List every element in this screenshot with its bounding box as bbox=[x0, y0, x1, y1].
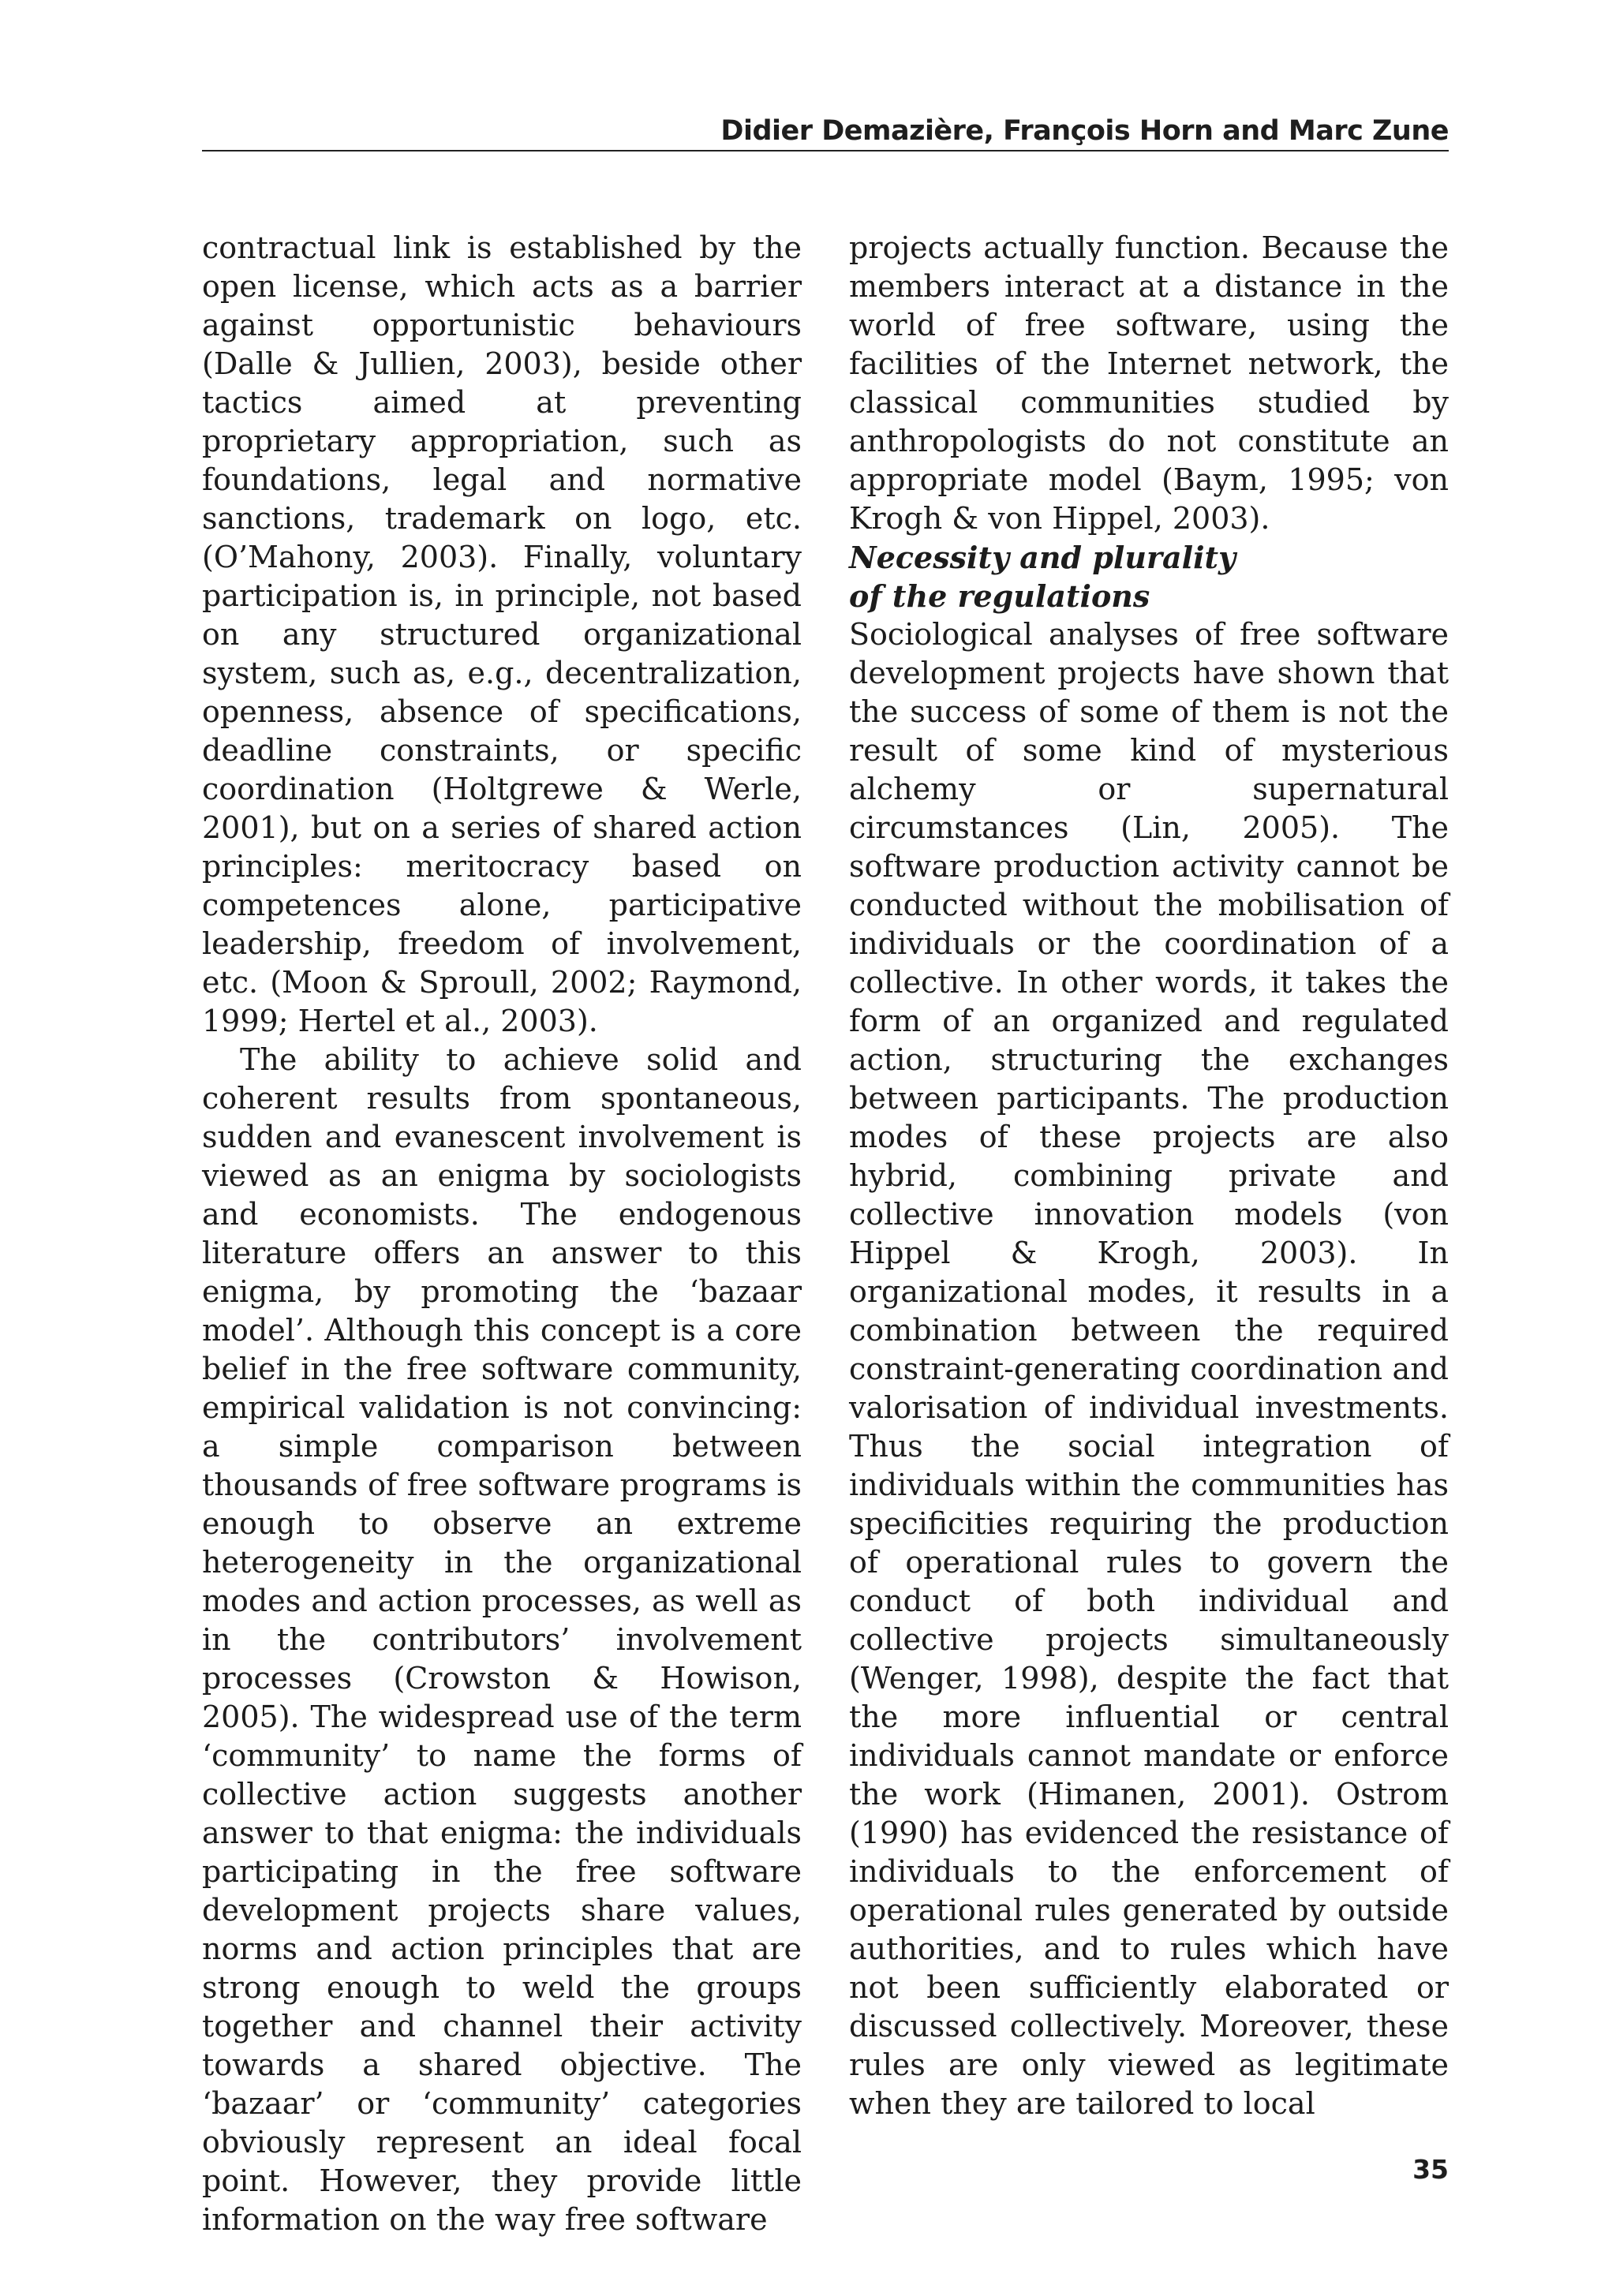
right-column bbox=[849, 229, 1449, 2123]
right-paragraph-2: Sociological analyses of free software development projects have shown that the success of some of them is not the result of some kind of mysterious alchemy or supernatural circumstances (Lin, 2005). The software production activity cannot be conducted without the mobilisation of individuals or the coordination of a collective. In other words, it takes the form of an organized and regulated action, structuring the exchanges between participants. The production modes of these projects are also hybrid, combining private and collective innovation models (von Hippel & Krogh, 2003). In organizational modes, it results in a combination between the required constraint-generating coordination and valorisation of individual investments. Thus the social integration of individuals within the communities has specificities requiring the production of operational rules to govern the conduct of both individual and collective projects simultaneously (Wenger, 1998), despite the fact that the more influential or central individuals cannot mandate or enforce the work (Himanen, 2001). Ostrom (1990) has evidenced the resistance of individuals to the enforcement of operational rules generated by outside authorities, and to rules which have not been sufficiently elaborated or discussed collectively. Moreover, these rules are only viewed as legitimate when they are tailored to local bbox=[849, 617, 1449, 2121]
left-paragraph-2: The ability to achieve solid and coherent results from spontaneous, sudden and evanescent involvement is viewed as an enigma by sociologists and economists. The endogenous literature offers an answer to this enigma, by promoting the ‘bazaar model’. Although this concept is a core belief in the free software community, empirical validation is not convincing: a simple comparison between thousands of free software programs is enough to observe an extreme heterogeneity in the organizational modes and action processes, as well as in the contributors’ involvement processes (Crowston & Howison, 2005). The widespread use of the term ‘community’ to name the forms of collective action suggests another answer to that enigma: the individuals participating in the free software development projects share values, norms and action principles that are strong enough to weld the groups together and channel their activity towards a shared objective. The ‘bazaar’ or ‘community’ categories obviously represent an ideal focal point. However, they provide little information on the way free software bbox=[202, 1042, 802, 2237]
section-heading-line-1: Necessity and plurality bbox=[849, 540, 1236, 575]
page-number: 35 bbox=[1412, 2154, 1449, 2185]
right-paragraph-1: projects actually function. Because the members interact at a distance in the world of free software, using the facilities of the Internet network, the classical communities studied by anthropologists do not constitute an appropriate model (Baym, 1995; von Krogh & von Hippel, 2003). bbox=[849, 230, 1449, 536]
section-heading bbox=[849, 538, 1449, 615]
left-paragraph-1: contractual link is established by the open license, which acts as a barrier against opportunistic behaviours (Dalle & Jullien, 2003), beside other tactics aimed at preventing proprietary appropriation, such as foundations, legal and normative sanctions, trademark on logo, etc. (O’Mahony, 2003). Finally, voluntary participation is, in principle, not based on any structured organizational system, such as, e.g., decentralization, openness, absence of specifications, deadline constraints, or specific coordination (Holtgrewe & Werle, 2001), but on a series of shared action principles: meritocracy based on competences alone, participative leadership, freedom of involvement, etc. (Moon & Sproull, 2002; Raymond, 1999; Hertel et al., 2003). bbox=[202, 230, 802, 1038]
left-column bbox=[202, 229, 802, 2239]
section-heading-line-2: of the regulations bbox=[849, 578, 1150, 614]
running-header bbox=[202, 112, 1449, 151]
header-authors: Didier Demazière, François Horn and Marc Zune bbox=[720, 115, 1449, 147]
